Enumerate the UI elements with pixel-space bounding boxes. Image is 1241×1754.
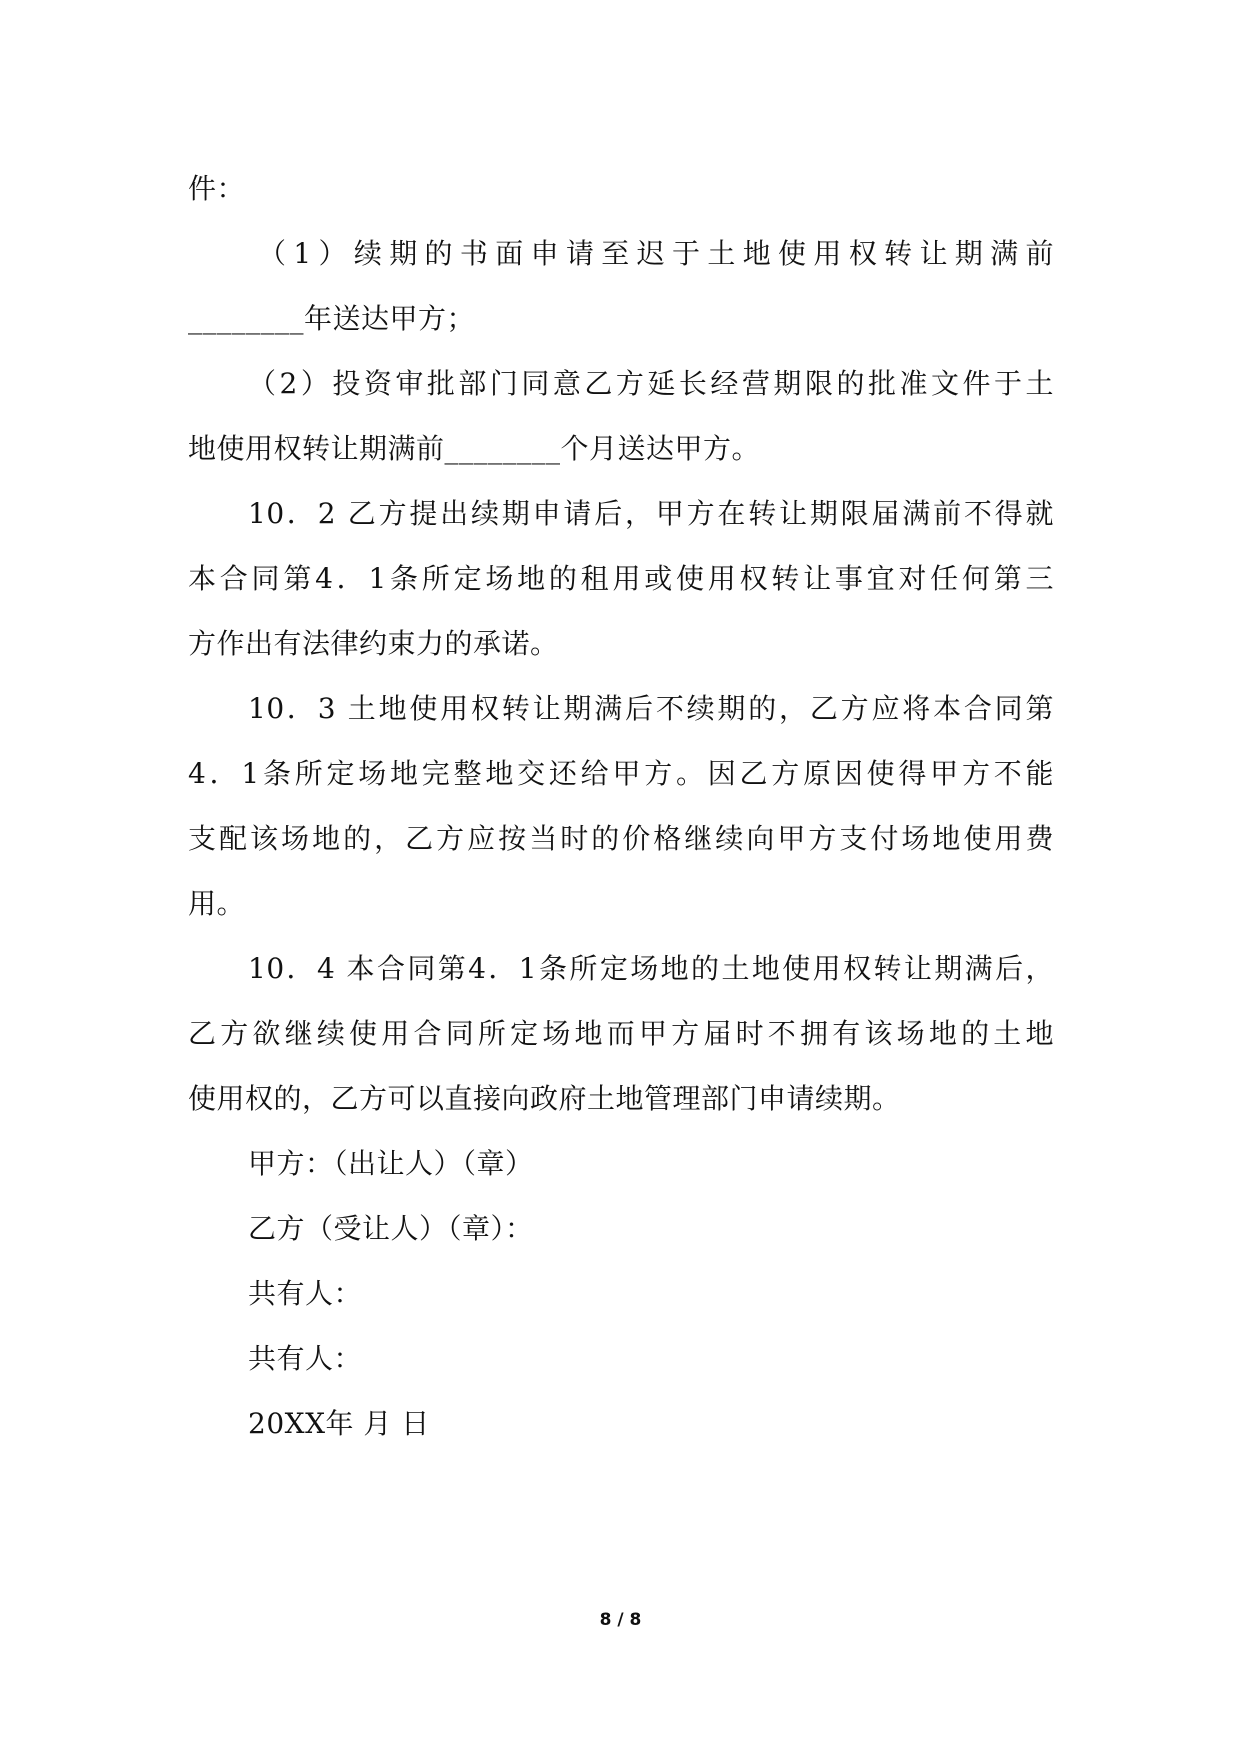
signature-co-owner: 共有人：	[248, 1277, 363, 1310]
text-line: （2）投资审批部门同意乙方延长经营期限的批准文件于土	[248, 367, 1054, 400]
signature-date: 20XX年 月 日	[248, 1407, 430, 1440]
text-line: 乙方欲继续使用合同所定场地而甲方届时不拥有该场地的土地	[188, 1017, 1054, 1050]
text-line: 10．2 乙方提出续期申请后，甲方在转让期限届满前不得就	[248, 497, 1054, 530]
signature-co-owner: 共有人：	[248, 1342, 363, 1375]
signature-party-b: 乙方（受让人）（章）：	[248, 1212, 534, 1245]
text-line: （1）续期的书面申请至迟于土地使用权转让期满前	[258, 237, 1054, 270]
text-line: 10．4 本合同第4．1条所定场地的土地使用权转让期满后，	[248, 952, 1054, 985]
text-line: 4．1条所定场地完整地交还给甲方。因乙方原因使得甲方不能	[188, 757, 1054, 790]
text-line: 用。	[188, 887, 246, 920]
document-body	[188, 156, 1054, 1456]
text-line: 方作出有法律约束力的承诺。	[188, 627, 559, 660]
text-line: 地使用权转让期满前________个月送达甲方。	[188, 432, 761, 465]
text-line: 使用权的，乙方可以直接向政府土地管理部门申请续期。	[188, 1082, 901, 1115]
page-number: 8 / 8	[599, 1610, 642, 1630]
text-line: 件：	[188, 172, 246, 205]
text-line: 10．3 土地使用权转让期满后不续期的，乙方应将本合同第	[248, 692, 1054, 725]
text-line: ________年送达甲方；	[188, 302, 476, 335]
signature-party-a: 甲方：（出让人）（章）	[248, 1147, 534, 1180]
text-line: 本合同第4．1条所定场地的租用或使用权转让事宜对任何第三	[188, 562, 1054, 595]
text-line: 支配该场地的，乙方应按当时的价格继续向甲方支付场地使用费	[188, 822, 1054, 855]
